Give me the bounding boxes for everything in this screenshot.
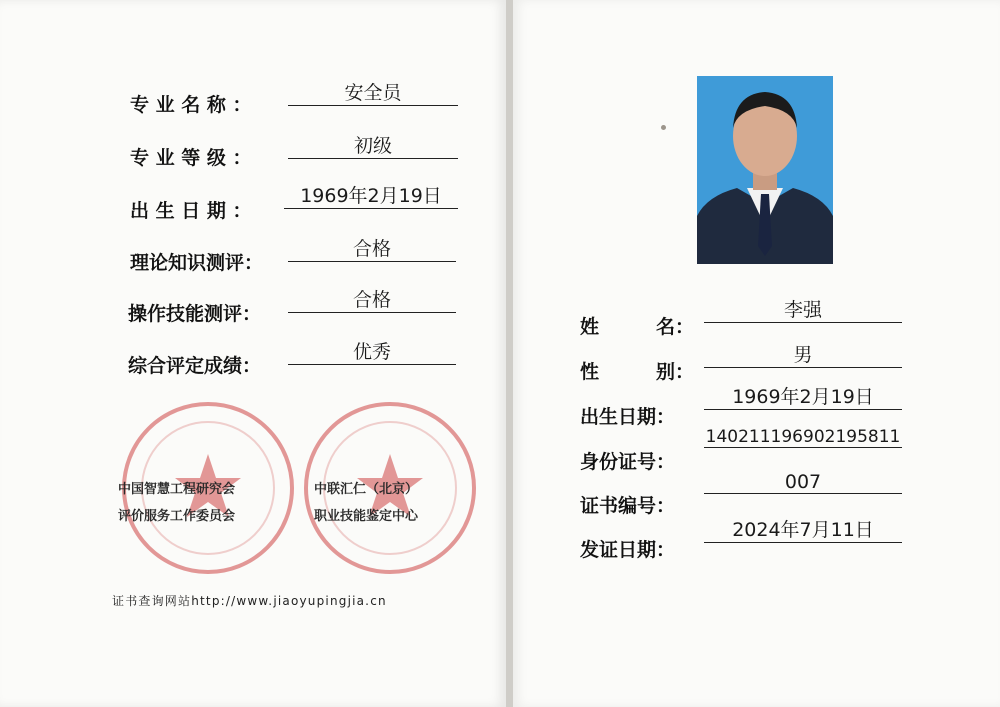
field-value: 安全员 <box>344 82 402 104</box>
field-label: 出生日期： <box>580 406 676 428</box>
verification-website: 证书查询网站http://www.jiaoyupingjia.cn <box>112 594 387 608</box>
issuer-2-line2: 职业技能鉴定中心 <box>314 509 419 524</box>
field-label: 综合评定成绩： <box>128 355 262 377</box>
field-label: 操作技能测评： <box>128 303 262 325</box>
field-birth-date <box>130 196 251 223</box>
field-value-line <box>704 382 902 410</box>
field-major-name <box>130 90 251 117</box>
field-value-line <box>704 427 902 448</box>
field-value-line <box>288 131 458 159</box>
field-value: 合格 <box>352 238 391 260</box>
issuer-1-line2: 评价服务工作委员会 <box>118 509 236 524</box>
field-value: 2024年7月11日 <box>732 519 874 541</box>
field-label: 身份证号： <box>580 451 676 473</box>
field-major-level <box>130 143 251 170</box>
field-label: 姓 名： <box>580 316 695 338</box>
field-label: 理论知识测评： <box>130 252 264 274</box>
field-id-number <box>580 447 675 474</box>
field-gender <box>580 357 694 384</box>
field-label: 发证日期： <box>580 539 676 561</box>
paper-speck <box>661 125 666 130</box>
field-value: 1969年2月19日 <box>732 386 874 408</box>
id-photo <box>697 76 833 264</box>
field-value: 初级 <box>353 135 392 157</box>
book-spine <box>506 0 513 707</box>
field-value: 1969年2月19日 <box>300 185 442 207</box>
field-value: 140211196902195811 <box>705 427 901 447</box>
field-value-line <box>288 234 456 262</box>
field-label: 证书编号： <box>580 495 676 517</box>
field-value: 男 <box>793 344 813 366</box>
field-value-line <box>704 340 902 368</box>
field-label: 专 业 名 称 ： <box>130 94 252 116</box>
field-value: 007 <box>784 471 822 493</box>
field-value-line <box>704 295 902 323</box>
field-value-line <box>704 515 902 543</box>
issuer-2-line1: 中联汇仁（北京） <box>314 482 419 497</box>
field-value-line <box>288 78 458 106</box>
field-value: 合格 <box>352 289 391 311</box>
field-birth-date-2 <box>580 402 675 429</box>
field-label: 出 生 日 期 ： <box>130 200 252 222</box>
field-cert-number <box>580 491 675 518</box>
field-value-line <box>284 181 458 209</box>
person-portrait-icon <box>697 76 833 264</box>
field-value: 优秀 <box>352 341 391 363</box>
field-value-line <box>288 337 456 365</box>
field-name <box>580 312 694 339</box>
field-value-line <box>704 471 902 494</box>
field-theory-test <box>130 248 263 275</box>
issuer-1-line1: 中国智慧工程研究会 <box>118 482 236 497</box>
field-value-line <box>288 285 456 313</box>
field-overall-grade <box>128 351 261 378</box>
field-label: 专 业 等 级 ： <box>130 147 252 169</box>
field-value: 李强 <box>783 299 822 321</box>
field-label: 性 别： <box>580 361 695 383</box>
field-issue-date <box>580 535 675 562</box>
field-skill-test <box>128 299 261 326</box>
